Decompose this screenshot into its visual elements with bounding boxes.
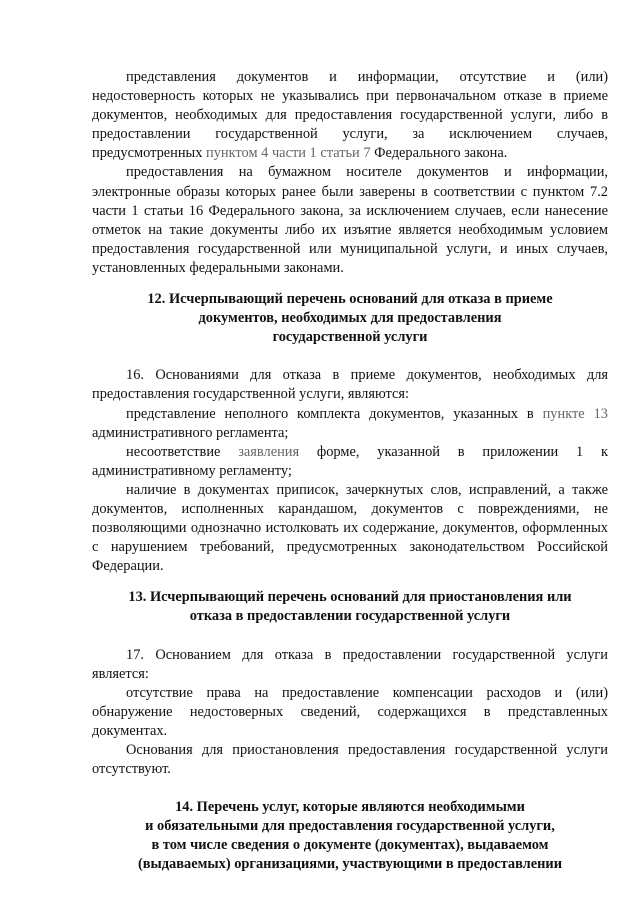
spacer: [92, 576, 608, 588]
paragraph-text: административного регламента;: [92, 424, 289, 441]
paragraph-text: предоставления на бумажном носителе документов и информации, электронные образы которых ранее были заверены в соответствии с пунктом 7.2 части 1 статьи 16 Федерального закона, за исключением случаев, если нанесение отметок на такие документы либо их изъятие является необходимым условием предоставления государственной или муниципальной услуги, и иных случаев, установленных федеральными законами.: [92, 164, 608, 276]
paragraph-text: Федерального закона.: [370, 145, 508, 162]
spacer: [92, 627, 608, 646]
paragraph-text: наличие в документах приписок, зачеркнутых слов, исправлений, а также документов, исполненных карандашом, документов с повреждениями, не позволяющими однозначно истолковать их содержание, документов, оформленных с нарушением требований, предусмотренных законодательством Российской Федерации.: [92, 481, 608, 575]
paragraph: [92, 443, 608, 481]
heading-line: документов, необходимых для предоставления: [198, 310, 502, 327]
paragraph-text: представления документов и информации, отсутствие и (или) недостоверность которых не указывались при первоначальном отказе в приеме документов, необходимых для предоставления государственной услуги, либо в предоставлении государственной услуги, за исключением случаев, предусмотренных: [92, 69, 608, 162]
heading-line: и обязательными для предоставления государственной услуги,: [145, 818, 555, 835]
paragraph-text: представление неполного комплекта документов, указанных в: [126, 405, 543, 422]
heading-line: 14. Перечень услуг, которые являются необходимыми: [175, 799, 525, 816]
heading-line: 13. Исчерпывающий перечень оснований для приостановления или: [128, 589, 572, 606]
paragraph-text: 16. Основаниями для отказа в приеме документов, необходимых для предоставления государственной услуги, являются:: [92, 367, 608, 403]
paragraph-text: форме, указанной в приложении 1 к административному регламенту;: [92, 443, 608, 479]
spacer: [92, 779, 608, 798]
paragraph: [92, 163, 608, 278]
paragraph-text: несоответствие: [126, 443, 239, 460]
spacer: [92, 278, 608, 290]
paragraph: [92, 366, 608, 404]
paragraph: [92, 741, 608, 779]
section-heading: [92, 588, 608, 626]
heading-line: в том числе сведения о документе (документах), выдаваемом: [151, 837, 549, 854]
heading-line: 12. Исчерпывающий перечень оснований для отказа в приеме: [147, 291, 553, 308]
paragraph-text: Основания для приостановления предоставления государственной услуги отсутствуют.: [92, 742, 608, 778]
paragraph: [92, 684, 608, 741]
paragraph: [92, 405, 608, 443]
paragraph-text: 17. Основанием для отказа в предоставлении государственной услуги является:: [92, 646, 608, 682]
reference-link[interactable]: пункте 13: [542, 405, 608, 422]
reference-link[interactable]: пунктом 4 части 1 статьи 7: [206, 145, 371, 162]
paragraph: [92, 646, 608, 684]
heading-line: государственной услуги: [272, 329, 428, 346]
spacer: [92, 347, 608, 366]
section-heading: [92, 290, 608, 347]
reference-link[interactable]: заявления: [238, 443, 300, 460]
section-heading: [92, 798, 608, 874]
paragraph: [92, 481, 608, 576]
heading-line: (выдаваемых) организациями, участвующими в предоставлении: [137, 856, 563, 873]
paragraph-text: отсутствие права на предоставление компенсации расходов и (или) обнаружение недостоверных сведений, содержащихся в представленных документах.: [92, 684, 608, 739]
paragraph: [92, 68, 608, 163]
heading-line: отказа в предоставлении государственной услуги: [189, 608, 511, 625]
